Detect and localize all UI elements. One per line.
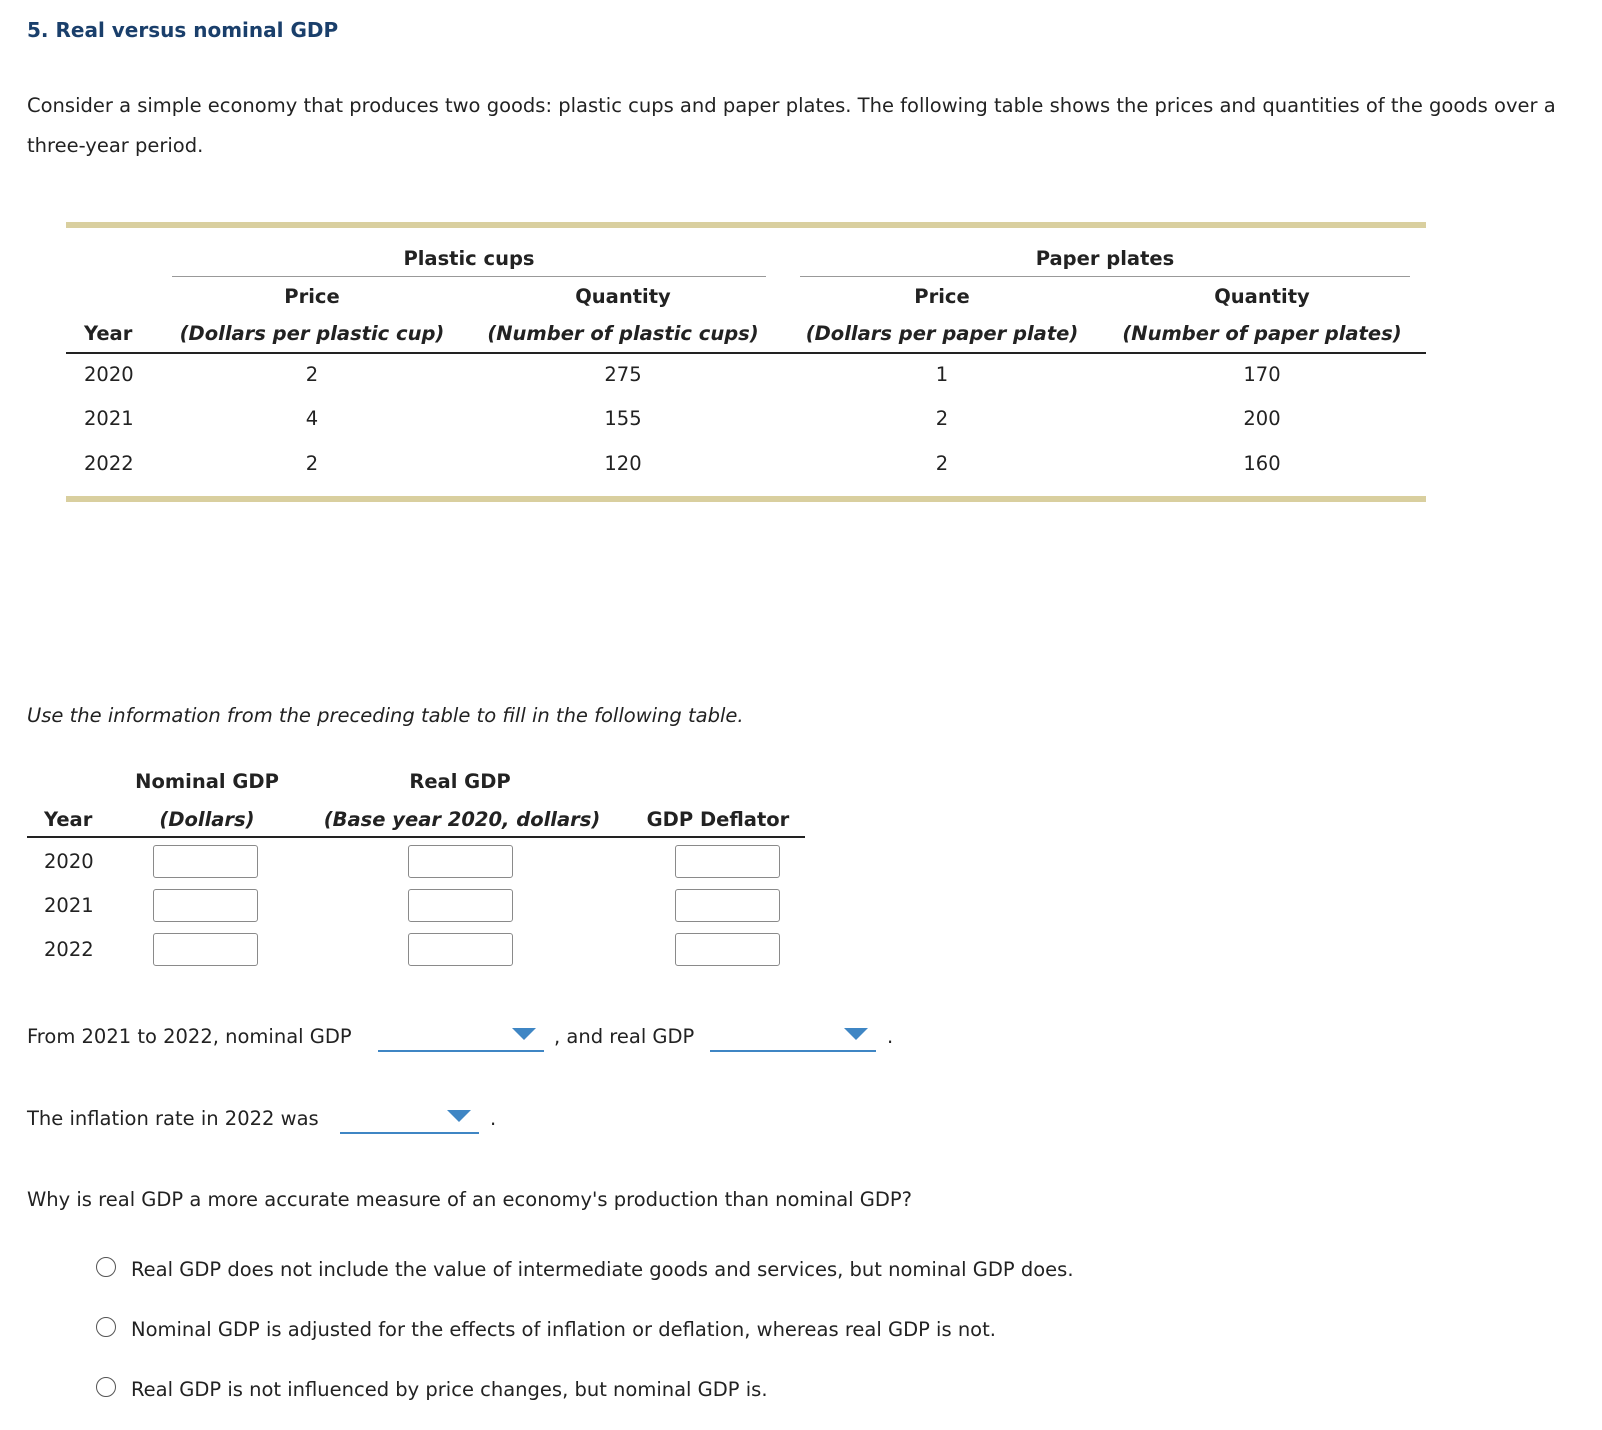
- sentence2-part1: The inflation rate in 2022 was: [27, 1107, 319, 1130]
- row-year: 2021: [84, 407, 134, 430]
- cell-cups-quantity: 155: [604, 407, 642, 430]
- header-cups-price: Price: [284, 285, 340, 308]
- radio-option-2[interactable]: [96, 1317, 116, 1337]
- nominal-gdp-change-dropdown[interactable]: [378, 1020, 544, 1052]
- cell-plates-quantity: 200: [1243, 407, 1281, 430]
- group-underline-plates: [800, 276, 1410, 277]
- mcq-prompt: Why is real GDP a more accurate measure of an economy's production than nominal GDP?: [27, 1188, 913, 1211]
- header-cups-quantity-unit: (Number of plastic cups): [487, 322, 759, 345]
- sentence2-end: .: [490, 1107, 497, 1130]
- header-cups-price-unit: (Dollars per plastic cup): [179, 322, 445, 345]
- cell-plates-quantity: 170: [1243, 363, 1281, 386]
- gdp-deflator-2021-input[interactable]: [675, 889, 780, 922]
- group-header-plastic-cups: Plastic cups: [403, 247, 535, 270]
- option-label-1[interactable]: Real GDP does not include the value of intermediate goods and services, but nominal GDP does.: [131, 1258, 1074, 1281]
- radio-option-1[interactable]: [96, 1257, 116, 1277]
- gdp-deflator-2022-input[interactable]: [675, 933, 780, 966]
- real-gdp-2020-input[interactable]: [408, 845, 513, 878]
- cell-cups-price: 2: [305, 363, 319, 386]
- row-year: 2021: [44, 894, 94, 917]
- cell-cups-quantity: 120: [604, 452, 642, 475]
- header-year: Year: [44, 808, 93, 831]
- question-title: 5. Real versus nominal GDP: [27, 18, 339, 42]
- row-year: 2022: [84, 452, 134, 475]
- header-nominal-gdp: Nominal GDP: [135, 770, 279, 793]
- row-year: 2020: [44, 850, 94, 873]
- gdp-deflator-2020-input[interactable]: [675, 845, 780, 878]
- header-year: Year: [84, 322, 133, 345]
- nominal-gdp-2020-input[interactable]: [153, 845, 258, 878]
- header-real-unit: (Base year 2020, dollars): [323, 808, 601, 831]
- cell-cups-price: 4: [305, 407, 319, 430]
- header-plates-price-unit: (Dollars per paper plate): [805, 322, 1079, 345]
- intro-paragraph: Consider a simple economy that produces two goods: plastic cups and paper plates. The following table shows the prices and quantities of the goods over a three-year period.: [27, 94, 1556, 157]
- dropdown-arrow-icon: [844, 1028, 868, 1040]
- header-bottom-rule: [66, 352, 1426, 354]
- table-top-rule: [66, 222, 1426, 228]
- sentence1-part2: , and real GDP: [554, 1025, 695, 1048]
- header-plates-quantity: Quantity: [1214, 285, 1310, 308]
- sentence1-part1: From 2021 to 2022, nominal GDP: [27, 1025, 352, 1048]
- row-year: 2020: [84, 363, 134, 386]
- row-year: 2022: [44, 938, 94, 961]
- group-header-paper-plates: Paper plates: [1035, 247, 1175, 270]
- cell-cups-price: 2: [305, 452, 319, 475]
- cell-plates-price: 1: [935, 363, 949, 386]
- option-label-2[interactable]: Nominal GDP is adjusted for the effects of inflation or deflation, whereas real GDP is not.: [131, 1318, 996, 1341]
- dropdown-arrow-icon: [447, 1110, 471, 1122]
- option-label-3[interactable]: Real GDP is not influenced by price changes, but nominal GDP is.: [131, 1378, 768, 1401]
- real-gdp-2021-input[interactable]: [408, 889, 513, 922]
- nominal-gdp-2022-input[interactable]: [153, 933, 258, 966]
- dropdown-arrow-icon: [512, 1028, 536, 1040]
- real-gdp-2022-input[interactable]: [408, 933, 513, 966]
- cell-plates-quantity: 160: [1243, 452, 1281, 475]
- table-bottom-rule: [66, 496, 1426, 502]
- group-underline-cups: [172, 276, 766, 277]
- header-plates-price: Price: [914, 285, 970, 308]
- cell-cups-quantity: 275: [604, 363, 642, 386]
- header-bottom-rule: [27, 836, 805, 838]
- radio-option-3[interactable]: [96, 1377, 116, 1397]
- nominal-gdp-2021-input[interactable]: [153, 889, 258, 922]
- real-gdp-change-dropdown[interactable]: [710, 1020, 876, 1052]
- sentence1-end: .: [887, 1025, 894, 1048]
- header-gdp-deflator: GDP Deflator: [646, 808, 790, 831]
- inflation-rate-dropdown[interactable]: [340, 1102, 479, 1134]
- header-real-gdp: Real GDP: [409, 770, 511, 793]
- cell-plates-price: 2: [935, 407, 949, 430]
- header-nominal-unit: (Dollars): [159, 808, 255, 831]
- header-cups-quantity: Quantity: [575, 285, 671, 308]
- fill-instruction: Use the information from the preceding table to fill in the following table.: [27, 704, 744, 727]
- header-plates-quantity-unit: (Number of paper plates): [1122, 322, 1402, 345]
- cell-plates-price: 2: [935, 452, 949, 475]
